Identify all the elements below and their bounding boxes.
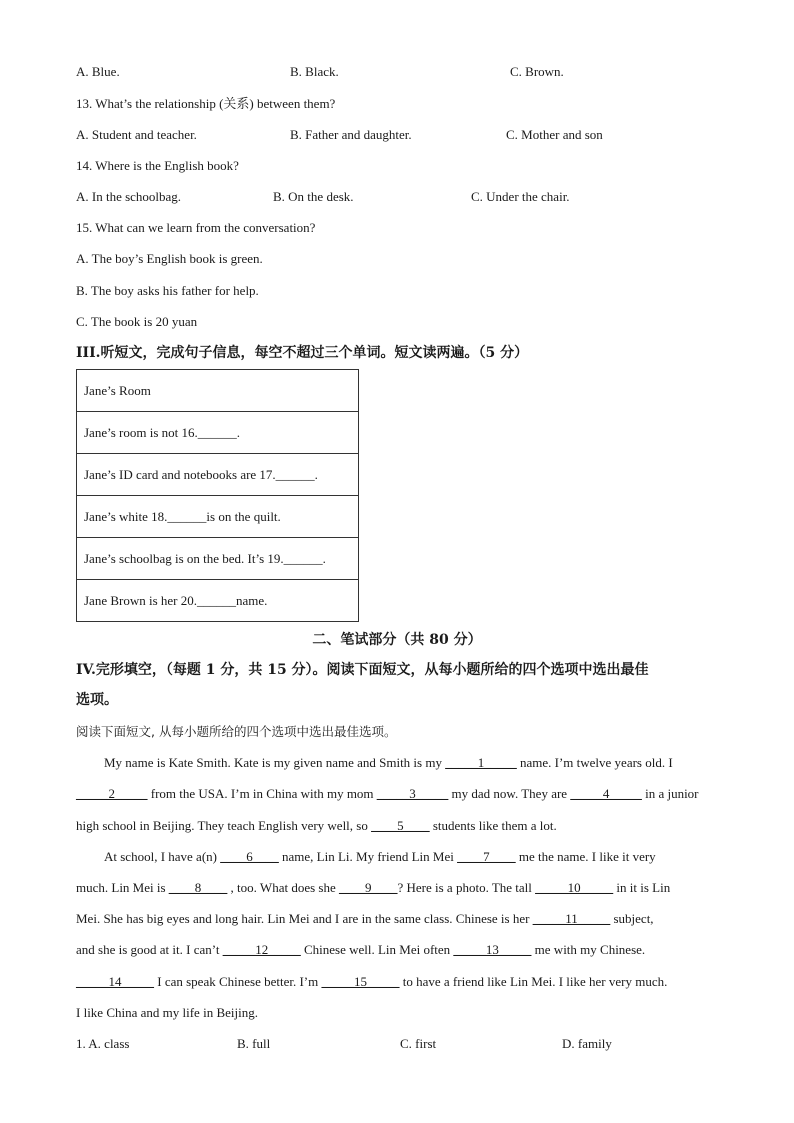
passage-text: I like China and my life in Beijing. — [76, 1005, 258, 1020]
passage-text: much. Lin Mei is — [76, 880, 169, 895]
blank-1: _____1_____ — [445, 755, 517, 770]
blank-9: ____9____ — [338, 880, 398, 895]
passage-text: from the USA. I’m in China with my mom — [147, 786, 377, 801]
passage-text: name. I’m twelve years old. I — [516, 755, 673, 770]
passage-text: and she is good at it. I can’t — [76, 942, 223, 957]
q12-option-a: A. Blue. — [76, 64, 120, 79]
room-table-title: Jane’s Room — [77, 370, 359, 412]
q15-option-c: C. The book is 20 yuan — [76, 314, 198, 329]
passage-text: me with my Chinese. — [531, 942, 646, 957]
passage-text: to have a friend like Lin Mei. I like her very much. — [399, 974, 668, 989]
passage-text: in it is Lin — [613, 880, 671, 895]
passage-text: At school, I have a(n) — [104, 849, 221, 864]
q13-question: 13. What’s the relationship (关系) between them? — [76, 96, 336, 111]
passage-line-4 — [76, 849, 744, 865]
blank-12: _____12_____ — [222, 942, 301, 957]
q1-option-a: 1. A. class — [76, 1036, 130, 1051]
q14-option-b: B. On the desk. — [273, 189, 354, 204]
blank-3: _____3_____ — [376, 786, 449, 801]
passage-text: , too. What does she — [227, 880, 339, 895]
passage-text: I can speak Chinese better. I’m — [154, 974, 322, 989]
passage-text: my dad now. They are — [448, 786, 571, 801]
q1-option-c: C. first — [400, 1036, 437, 1051]
room-table-row-18: Jane’s white 18.______is on the quilt. — [77, 496, 359, 538]
q1-option-d: D. family — [562, 1036, 612, 1051]
passage-line-2 — [76, 786, 716, 802]
q12-option-b: B. Black. — [290, 64, 339, 79]
blank-2: _____2_____ — [76, 786, 148, 801]
passage-text: ? Here is a photo. The tall — [397, 880, 536, 895]
room-table — [76, 369, 359, 622]
q13-option-c: C. Mother and son — [506, 127, 603, 142]
room-table-row-19: Jane’s schoolbag is on the bed. It’s 19.______. — [77, 538, 359, 580]
room-table-row-17: Jane’s ID card and notebooks are 17.______. — [77, 454, 359, 496]
blank-6: ____6____ — [220, 849, 279, 864]
blank-13: _____13_____ — [453, 942, 532, 957]
passage-line-9 — [76, 1005, 716, 1021]
passage-line-1 — [76, 755, 744, 771]
section4-heading-line2: 选项。 — [76, 692, 118, 708]
passage-line-3 — [76, 818, 716, 834]
blank-10: _____10_____ — [535, 880, 614, 895]
blank-14: _____14_____ — [76, 974, 154, 989]
q15-option-b: B. The boy asks his father for help. — [76, 283, 259, 298]
passage-text: Chinese well. Lin Mei often — [300, 942, 454, 957]
blank-8: ____8____ — [168, 880, 228, 895]
passage-text: students like them a lot. — [429, 818, 557, 833]
passage-text: high school in Beijing. They teach English very well, so — [76, 818, 372, 833]
blank-15: _____15_____ — [321, 974, 400, 989]
q14-option-c: C. Under the chair. — [471, 189, 570, 204]
q1-option-b: B. full — [237, 1036, 271, 1051]
q13-option-a: A. Student and teacher. — [76, 127, 197, 142]
section4-instruction: 阅读下面短文, 从每小题所给的四个选项中选出最佳选项。 — [76, 724, 397, 739]
blank-7: ____7____ — [457, 849, 516, 864]
passage-line-6 — [76, 911, 716, 927]
passage-line-8 — [76, 974, 716, 990]
passage-text: me the name. I like it very — [515, 849, 656, 864]
q13-option-b: B. Father and daughter. — [290, 127, 412, 142]
passage-text: name, Lin Li. My friend Lin Mei — [278, 849, 458, 864]
q14-option-a: A. In the schoolbag. — [76, 189, 182, 204]
q15-option-a: A. The boy’s English book is green. — [76, 251, 263, 266]
blank-11: _____11_____ — [532, 911, 611, 926]
q14-question: 14. Where is the English book? — [76, 158, 239, 173]
part2-title: 二、笔试部分（共 80 分） — [312, 632, 482, 648]
room-table-row-16: Jane’s room is not 16.______. — [77, 412, 359, 454]
room-table-row-20: Jane Brown is her 20.______name. — [77, 580, 359, 622]
q12-option-c: C. Brown. — [510, 64, 564, 79]
passage-text: Mei. She has big eyes and long hair. Lin Mei and I are in the same class. Chinese is her — [76, 911, 533, 926]
passage-text: in a junior — [641, 786, 699, 801]
blank-5: ____5____ — [371, 818, 430, 833]
blank-4: _____4_____ — [570, 786, 642, 801]
section4-heading-line1: IV.完形填空，（每题 1 分，共 15 分）。阅读下面短文，从每小题所给的四个选项中选出最佳 — [76, 662, 649, 678]
passage-text: My name is Kate Smith. Kate is my given name and Smith is my — [104, 755, 446, 770]
q15-question: 15. What can we learn from the conversation? — [76, 220, 316, 235]
passage-line-7 — [76, 942, 716, 958]
section3-heading: III.听短文，完成句子信息，每空不超过三个单词。短文读两遍。（5 分） — [76, 345, 529, 361]
passage-line-5 — [76, 880, 716, 896]
passage-text: subject, — [610, 911, 654, 926]
